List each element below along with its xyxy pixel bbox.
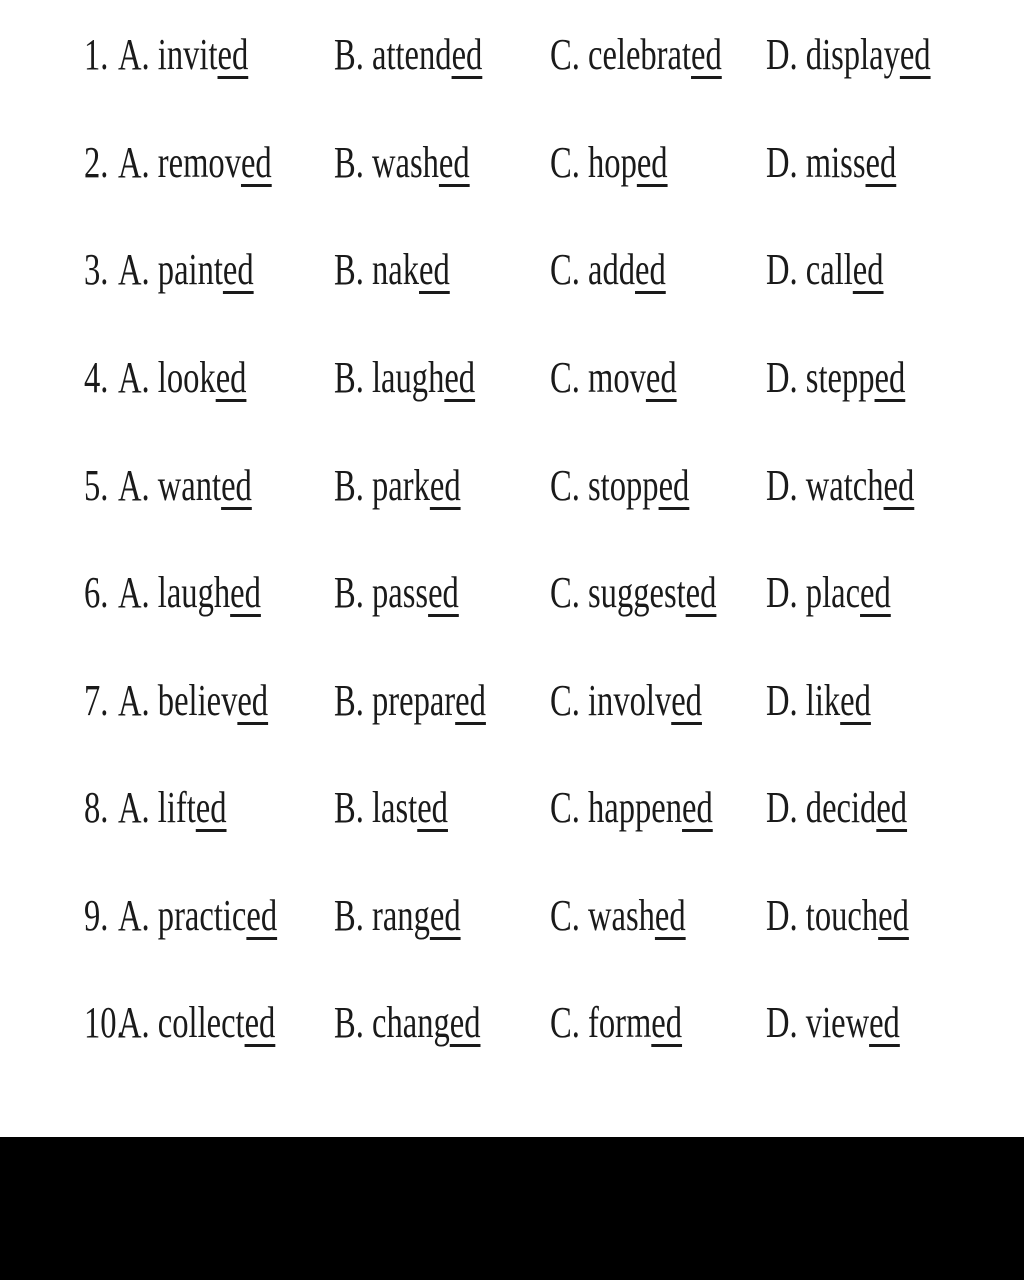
option-a: [118, 128, 272, 198]
option-word-stem: want: [157, 461, 222, 510]
option-word-stem: paint: [157, 245, 223, 294]
option-letter: D.: [766, 783, 798, 832]
option-c: [550, 666, 702, 736]
option-word-stem: invit: [157, 30, 218, 79]
question-number: 1.: [84, 30, 109, 79]
option-letter: B.: [334, 30, 364, 79]
underlined-ed-suffix: ed: [428, 568, 459, 617]
underlined-ed-suffix: ed: [691, 30, 722, 79]
question-row: [0, 235, 1024, 305]
underlined-ed-suffix: ed: [419, 245, 450, 294]
underlined-ed-suffix: ed: [671, 676, 702, 725]
option-b: [334, 666, 486, 736]
question-number: 5.: [84, 461, 109, 510]
question-row: [0, 988, 1024, 1058]
option-letter: A.: [118, 461, 150, 510]
option-letter: B.: [334, 783, 364, 832]
option-word-stem: decid: [805, 783, 877, 832]
option-letter: C.: [550, 30, 580, 79]
question-row: [0, 343, 1024, 413]
option-letter: A.: [118, 30, 150, 79]
option-c: [550, 988, 682, 1058]
option-a: [118, 20, 248, 90]
option-a: [118, 666, 268, 736]
underlined-ed-suffix: ed: [444, 353, 476, 402]
option-letter: D.: [766, 676, 798, 725]
underlined-ed-suffix: ed: [429, 891, 461, 940]
option-d: [766, 773, 907, 843]
option-word-stem: believ: [157, 676, 238, 725]
option-letter: A.: [118, 998, 150, 1047]
question-number: 10.: [84, 998, 125, 1047]
option-word-stem: last: [372, 783, 418, 832]
question-row: [0, 558, 1024, 628]
option-a: [118, 235, 254, 305]
question-row: [0, 666, 1024, 736]
option-c: [550, 773, 713, 843]
underlined-ed-suffix: ed: [221, 461, 252, 510]
option-letter: B.: [334, 676, 364, 725]
option-c: [550, 20, 722, 90]
option-a: [118, 451, 252, 521]
option-letter: B.: [334, 353, 364, 402]
underlined-ed-suffix: ed: [635, 245, 666, 294]
option-letter: A.: [118, 783, 150, 832]
question-number: 7.: [84, 676, 109, 725]
option-word-stem: chang: [372, 998, 450, 1047]
option-word-stem: add: [588, 245, 636, 294]
question-number: 6.: [84, 568, 109, 617]
option-letter: A.: [118, 353, 150, 402]
underlined-ed-suffix: ed: [449, 998, 481, 1047]
underlined-ed-suffix: ed: [899, 30, 931, 79]
option-letter: D.: [766, 568, 798, 617]
option-letter: D.: [766, 891, 798, 940]
option-b: [334, 451, 461, 521]
option-c: [550, 881, 686, 951]
option-word-stem: view: [805, 998, 870, 1047]
option-d: [766, 666, 871, 736]
option-d: [766, 451, 914, 521]
option-word-stem: plac: [805, 568, 861, 617]
option-word-stem: park: [372, 461, 430, 510]
option-letter: C.: [550, 676, 580, 725]
option-letter: D.: [766, 30, 798, 79]
option-letter: C.: [550, 138, 580, 187]
option-letter: C.: [550, 891, 580, 940]
option-word-stem: laugh: [157, 568, 231, 617]
underlined-ed-suffix: ed: [654, 891, 686, 940]
option-word-stem: remov: [157, 138, 241, 187]
underlined-ed-suffix: ed: [222, 245, 254, 294]
option-letter: D.: [766, 998, 798, 1047]
underlined-ed-suffix: ed: [685, 568, 717, 617]
option-word-stem: celebrat: [588, 30, 692, 79]
option-letter: B.: [334, 568, 364, 617]
question-number: 3.: [84, 245, 109, 294]
option-word-stem: attend: [372, 30, 452, 79]
option-letter: C.: [550, 568, 580, 617]
underlined-ed-suffix: ed: [865, 138, 897, 187]
option-b: [334, 881, 461, 951]
underlined-ed-suffix: ed: [876, 783, 908, 832]
question-number: 4.: [84, 353, 109, 402]
question-row: [0, 773, 1024, 843]
underlined-ed-suffix: ed: [237, 676, 269, 725]
underlined-ed-suffix: ed: [658, 461, 690, 510]
option-word-stem: wash: [372, 138, 439, 187]
option-letter: B.: [334, 461, 364, 510]
option-letter: D.: [766, 461, 798, 510]
question-number: 9.: [84, 891, 109, 940]
underlined-ed-suffix: ed: [852, 245, 884, 294]
option-d: [766, 20, 931, 90]
underlined-ed-suffix: ed: [429, 461, 461, 510]
option-letter: C.: [550, 998, 580, 1047]
underlined-ed-suffix: ed: [883, 461, 915, 510]
underlined-ed-suffix: ed: [244, 998, 276, 1047]
option-letter: C.: [550, 461, 580, 510]
option-word-stem: pass: [372, 568, 429, 617]
underlined-ed-suffix: ed: [215, 353, 247, 402]
option-b: [334, 128, 470, 198]
option-word-stem: watch: [805, 461, 884, 510]
option-letter: D.: [766, 353, 798, 402]
option-word-stem: laugh: [372, 353, 445, 402]
option-letter: A.: [118, 676, 150, 725]
underlined-ed-suffix: ed: [246, 891, 278, 940]
option-d: [766, 343, 905, 413]
underlined-ed-suffix: ed: [217, 30, 249, 79]
option-b: [334, 343, 475, 413]
option-a: [118, 343, 246, 413]
option-word-stem: lik: [805, 676, 841, 725]
option-word-stem: happen: [588, 783, 683, 832]
option-b: [334, 773, 448, 843]
option-word-stem: suggest: [588, 568, 686, 617]
option-d: [766, 128, 896, 198]
underlined-ed-suffix: ed: [682, 783, 713, 832]
option-word-stem: lift: [157, 783, 196, 832]
option-a: [118, 988, 275, 1058]
question-row: [0, 881, 1024, 951]
option-letter: C.: [550, 245, 580, 294]
option-d: [766, 881, 909, 951]
option-word-stem: mov: [588, 353, 646, 402]
underlined-ed-suffix: ed: [195, 783, 227, 832]
underlined-ed-suffix: ed: [451, 30, 483, 79]
option-word-stem: miss: [805, 138, 866, 187]
option-letter: D.: [766, 138, 798, 187]
option-c: [550, 235, 666, 305]
underlined-ed-suffix: ed: [860, 568, 891, 617]
option-b: [334, 20, 482, 90]
option-b: [334, 558, 459, 628]
option-word-stem: form: [588, 998, 652, 1047]
option-letter: B.: [334, 138, 364, 187]
option-letter: C.: [550, 783, 580, 832]
option-letter: B.: [334, 245, 364, 294]
underlined-ed-suffix: ed: [869, 998, 900, 1047]
option-word-stem: display: [805, 30, 900, 79]
option-word-stem: practic: [157, 891, 247, 940]
option-letter: A.: [118, 568, 150, 617]
underlined-ed-suffix: ed: [438, 138, 470, 187]
option-letter: A.: [118, 891, 150, 940]
option-word-stem: call: [805, 245, 853, 294]
option-word-stem: stopp: [588, 461, 659, 510]
option-b: [334, 235, 450, 305]
underlined-ed-suffix: ed: [417, 783, 448, 832]
underlined-ed-suffix: ed: [455, 676, 486, 725]
underlined-ed-suffix: ed: [240, 138, 272, 187]
option-letter: A.: [118, 138, 150, 187]
option-word-stem: look: [157, 353, 216, 402]
question-row: [0, 128, 1024, 198]
question-number: 8.: [84, 783, 109, 832]
option-c: [550, 558, 716, 628]
option-word-stem: collect: [157, 998, 245, 1047]
option-letter: B.: [334, 998, 364, 1047]
underlined-ed-suffix: ed: [874, 353, 906, 402]
option-b: [334, 988, 480, 1058]
underlined-ed-suffix: ed: [840, 676, 871, 725]
option-letter: C.: [550, 353, 580, 402]
option-a: [118, 881, 277, 951]
option-word-stem: involv: [588, 676, 672, 725]
underlined-ed-suffix: ed: [651, 998, 683, 1047]
question-number: 2.: [84, 138, 109, 187]
underlined-ed-suffix: ed: [230, 568, 261, 617]
option-word-stem: hop: [588, 138, 637, 187]
option-a: [118, 558, 261, 628]
underlined-ed-suffix: ed: [645, 353, 677, 402]
option-letter: A.: [118, 245, 150, 294]
option-d: [766, 988, 900, 1058]
option-c: [550, 343, 677, 413]
underlined-ed-suffix: ed: [636, 138, 668, 187]
option-word-stem: rang: [372, 891, 430, 940]
option-word-stem: stepp: [805, 353, 875, 402]
option-word-stem: touch: [805, 891, 879, 940]
option-word-stem: wash: [588, 891, 655, 940]
option-word-stem: prepar: [372, 676, 456, 725]
option-letter: D.: [766, 245, 798, 294]
option-c: [550, 451, 689, 521]
option-d: [766, 235, 884, 305]
underlined-ed-suffix: ed: [878, 891, 909, 940]
option-c: [550, 128, 668, 198]
option-word-stem: nak: [372, 245, 420, 294]
option-a: [118, 773, 227, 843]
question-row: [0, 451, 1024, 521]
option-letter: B.: [334, 891, 364, 940]
question-row: [0, 20, 1024, 90]
black-letterbox-band: [0, 1137, 1024, 1280]
option-d: [766, 558, 891, 628]
